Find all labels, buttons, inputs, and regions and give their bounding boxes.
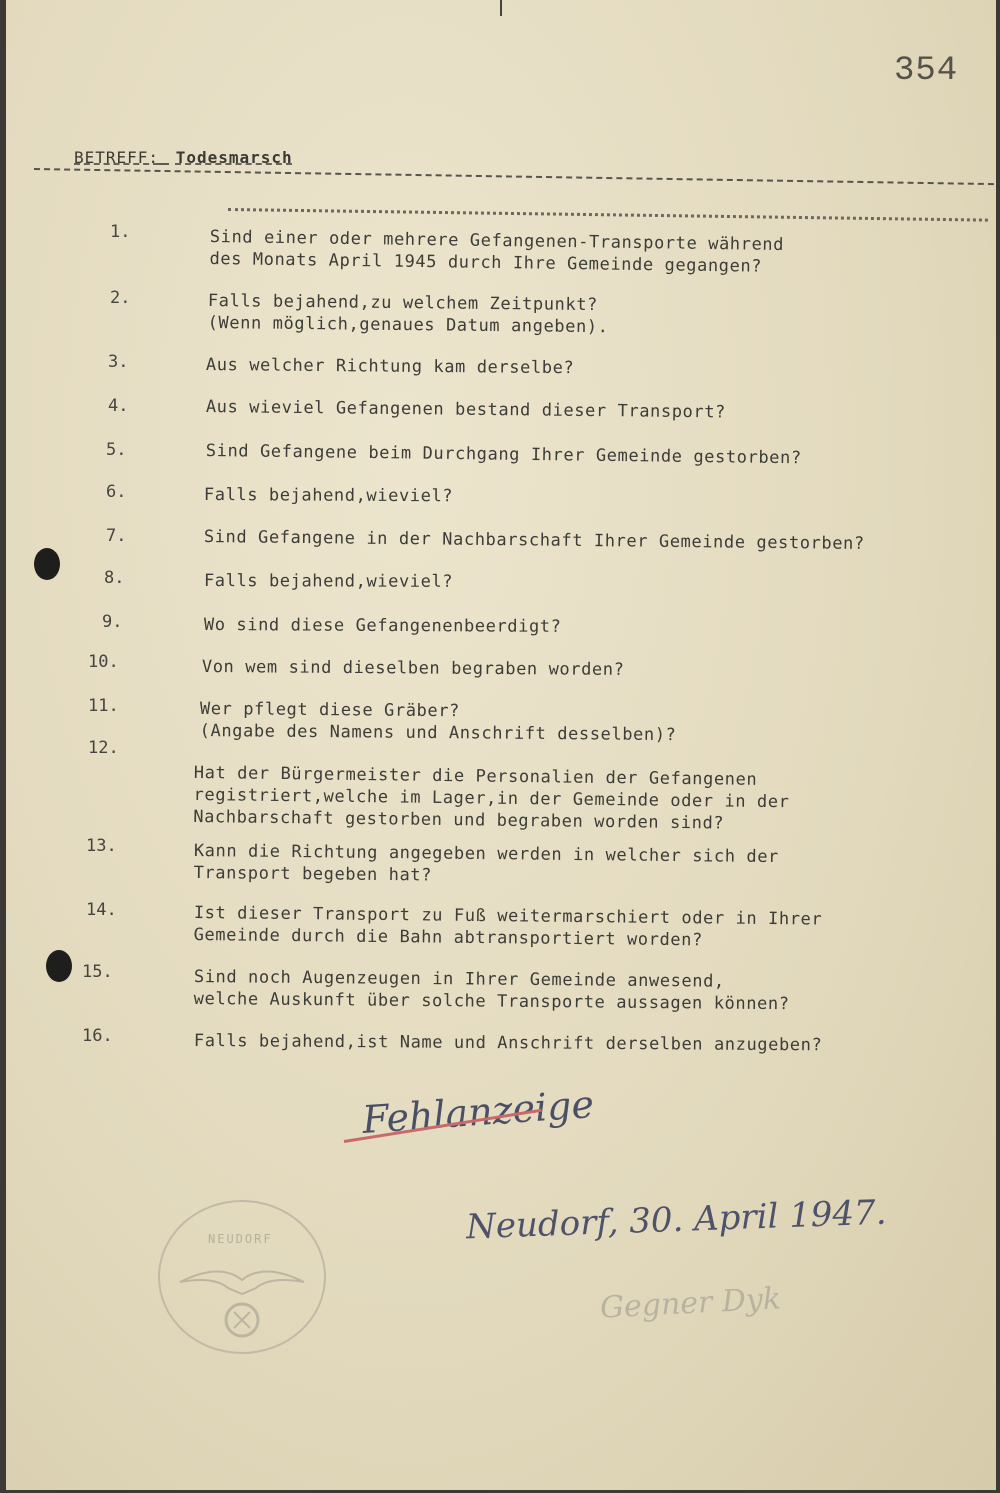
question-line: Sind Gefangene beim Durchgang Ihrer Gemeinde gestorben? [205,440,802,469]
question-line: Aus welcher Richtung kam derselbe? [205,354,575,379]
question-number: 7. [106,526,127,546]
question-text [206,396,726,423]
question-line: Sind noch Augenzeugen in Ihrer Gemeinde anwesend, [193,966,725,992]
punch-hole [46,950,72,982]
question-text [204,526,865,555]
leader-dots [228,208,988,222]
handwritten-date: Neudorf, 30. April 1947. [465,1192,888,1248]
question-line: Falls bejahend,wieviel? [203,571,454,592]
question-number: 1. [110,222,131,242]
question-text [200,698,677,746]
seal-text: NEUDORF [208,1232,273,1246]
question-line: Sind Gefangene in der Nachbarschaft Ihrer Gemeinde gestorben? [203,526,865,554]
question-line: des Monats April 1945 durch Ihre Gemeinde gegangen? [209,248,763,277]
question-number: 6. [106,482,127,502]
handwritten-note: Fehlanzeige [360,1081,596,1143]
question-line: Falls bejahend,zu welchem Zeitpunkt? [207,290,599,316]
question-number: 12. [88,738,119,758]
question-text [204,614,562,638]
question-line: Wo sind diese Gefangenenbeerdigt? [203,615,562,637]
question-text [209,226,784,278]
question-line: registriert,welche im Lager,in der Gemeinde oder in der [193,784,790,813]
question-line: Nachbarschaft gestorben und begraben worden sind? [193,806,725,834]
question-text [204,484,453,507]
question-line: Von wem sind dieselben begraben worden? [201,657,625,680]
question-number: 14. [86,900,117,920]
question-text [206,354,575,379]
leader-line [34,168,994,185]
question-line: Transport begeben hat? [193,862,433,886]
question-number: 5. [106,440,127,460]
question-line: welche Auskunft über solche Transporte aussagen können? [193,988,790,1015]
subject-label: BETREFF: [74,148,160,167]
question-line: Kann die Richtung angegeben werden in welcher sich der [193,840,780,868]
question-text [204,570,453,593]
question-line: Hat der Bürgermeister die Personalien der Gefangenen [193,762,758,790]
question-line: Falls bejahend,ist Name und Anschrift derselben anzugeben? [193,1031,823,1056]
question-line: (Wenn möglich,genaues Datum angeben). [207,312,609,338]
subject-text: Todesmarsch [175,148,293,167]
question-text [194,840,780,890]
question-text [202,656,625,681]
question-line: Ist dieser Transport zu Fuß weitermarschiert oder in Ihrer [193,902,823,930]
question-line: Aus wieviel Gefangenen bestand dieser Transport? [205,396,727,423]
question-line: Sind einer oder mehrere Gefangenen-Transporte während [209,226,785,256]
official-seal [158,1200,326,1354]
question-line: Wer pflegt diese Gräber? [199,698,461,722]
punch-hole [34,548,60,580]
fold-mark [500,0,502,16]
question-text [194,902,823,953]
question-text [206,440,802,469]
question-text [194,966,790,1015]
question-line: Gemeinde durch die Bahn abtransportiert worden? [193,924,703,951]
question-number: 2. [110,288,131,308]
question-number: 4. [108,396,129,416]
question-number: 15. [82,962,113,982]
eagle-icon [160,1202,324,1352]
question-text [194,1030,823,1056]
question-line: Falls bejahend,wieviel? [203,485,454,507]
subject-line [74,148,293,167]
question-number: 3. [108,352,129,372]
question-line: (Angabe des Namens und Anschrift desselben)? [199,720,677,746]
question-number: 9. [102,612,123,632]
document-page [6,0,996,1490]
page-number: 354 [894,52,959,90]
question-number: 10. [88,652,119,672]
faint-signature: Gegner Dyk [599,1281,782,1326]
question-number: 16. [82,1026,113,1046]
question-text [208,290,609,338]
question-text [193,762,790,835]
question-number: 8. [104,568,125,588]
question-number: 11. [88,696,119,716]
question-number: 13. [86,836,117,856]
